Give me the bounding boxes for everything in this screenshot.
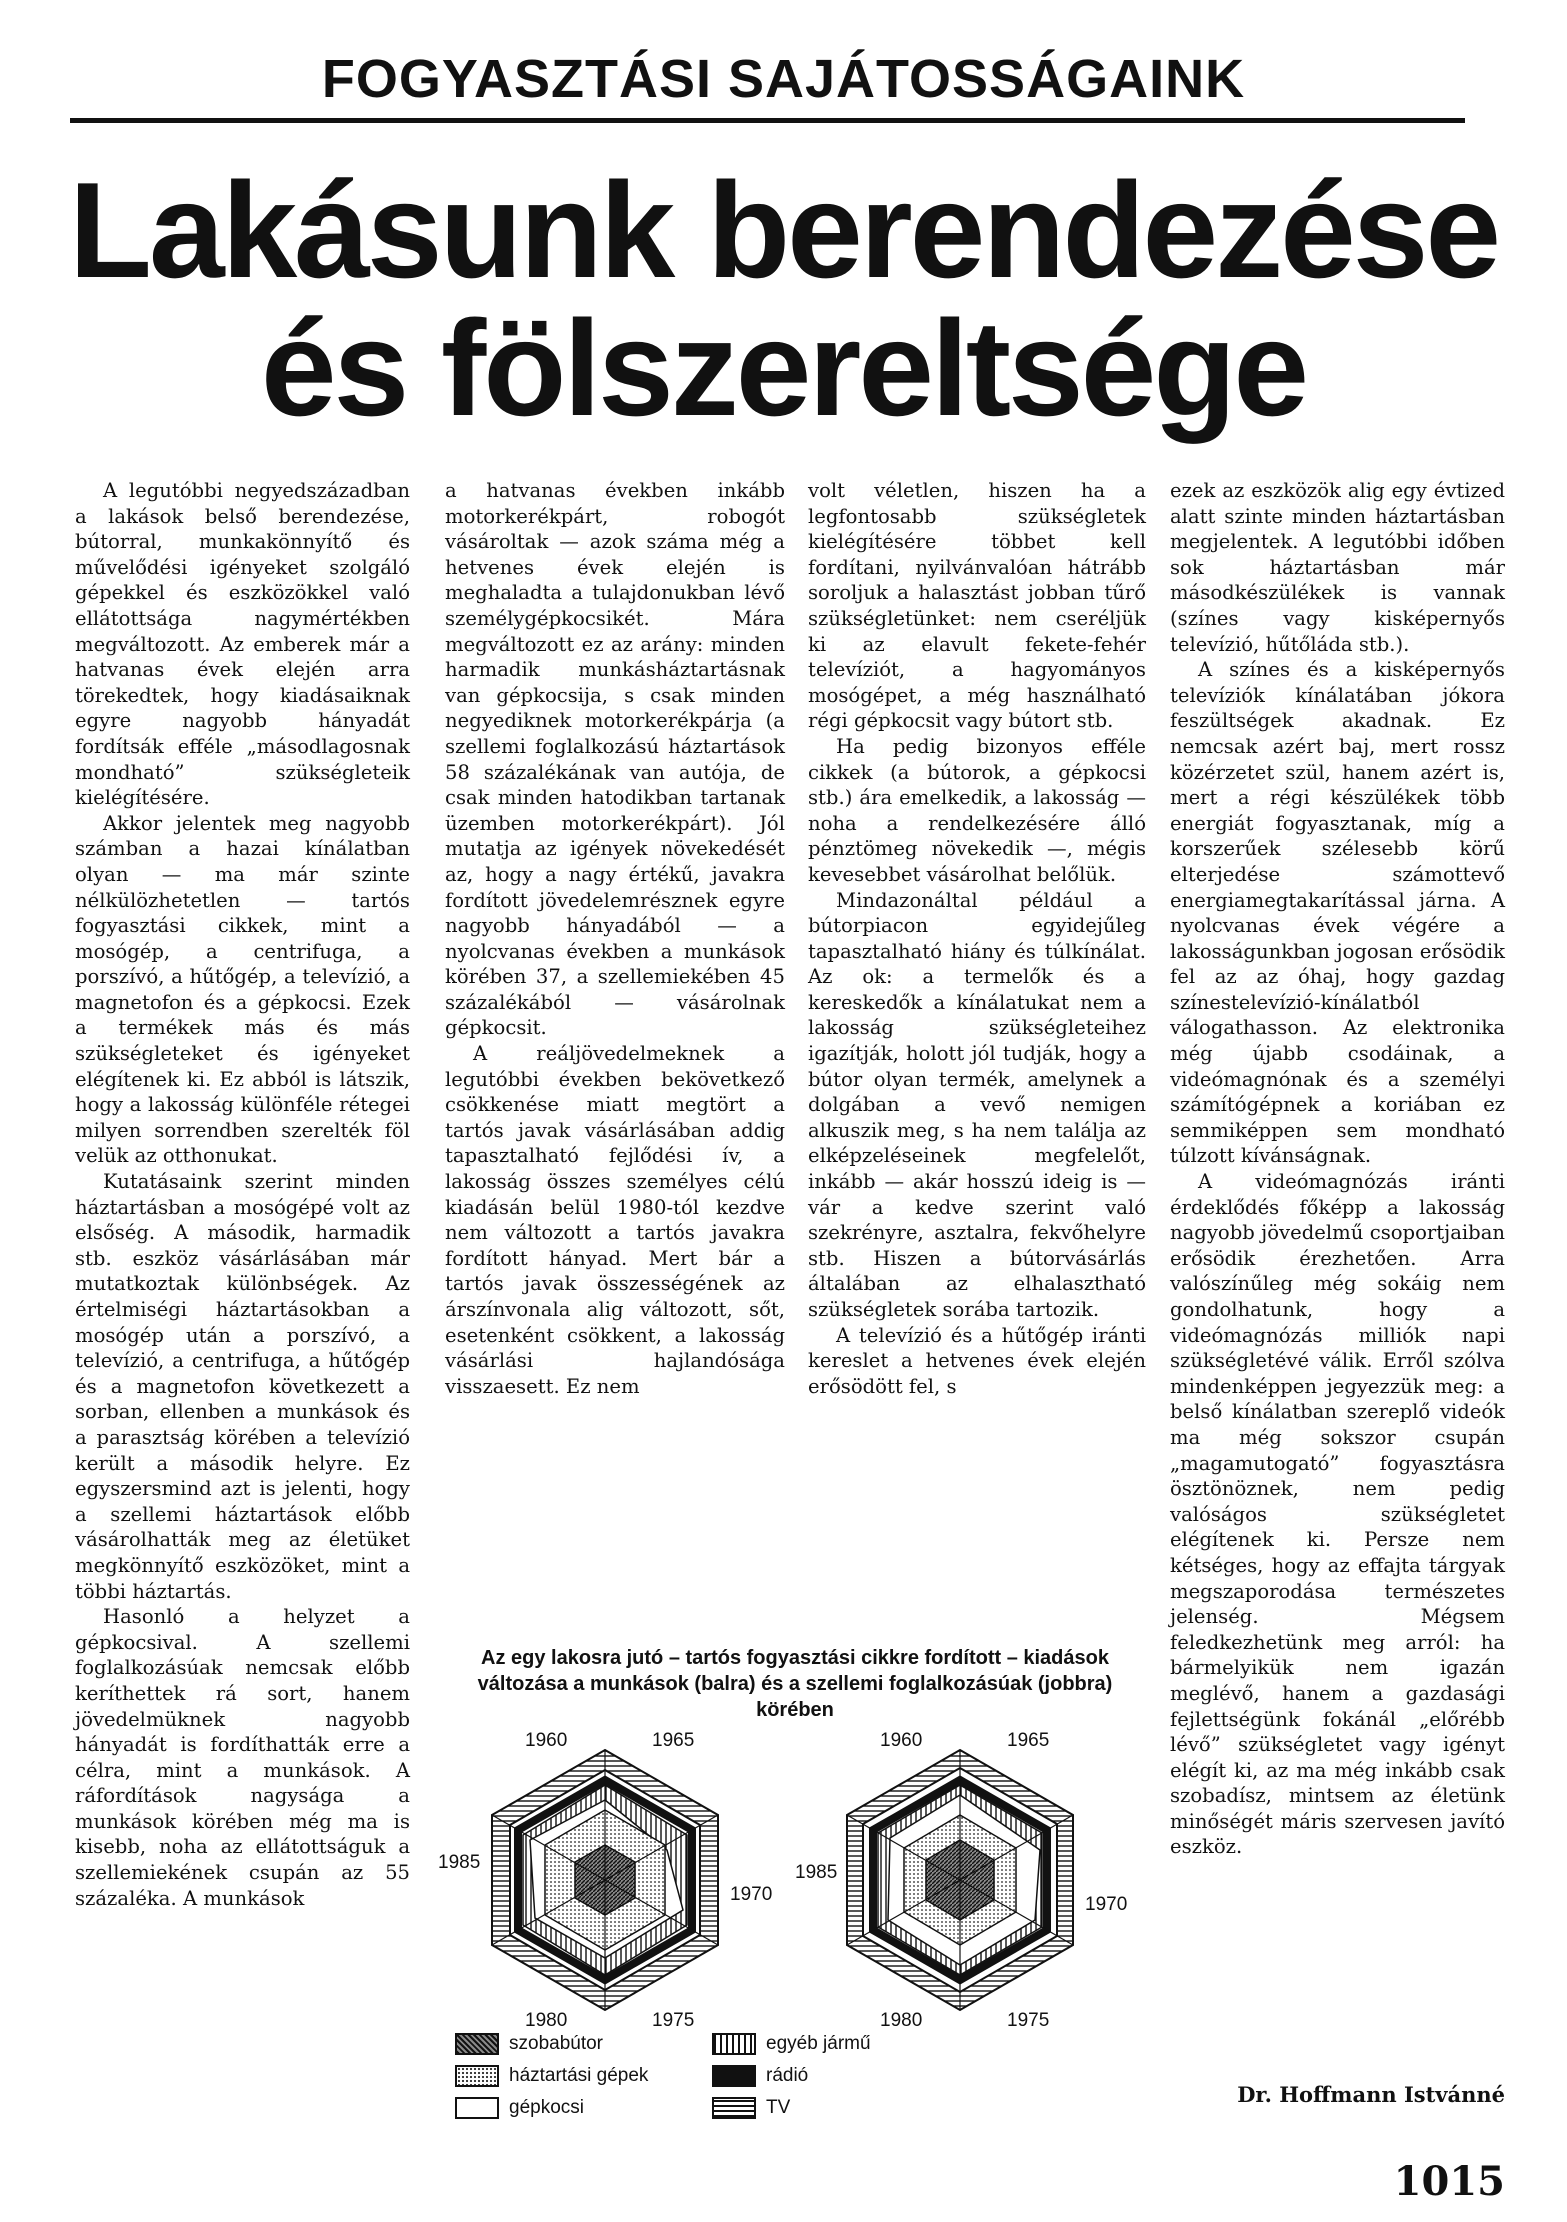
- paragraph: Kutatásaink szerint minden háztartásban a mosógépé volt az elsőség. A második, harmadik stb. eszköz vásárlásában már mutatkoztak különbségek. Az értelmiségi háztartásokban a mosógép után a porszívó, a televízió, a centrifuga, a hűtőgép és a magnetofon következett a sorban, ellenben a munkások és a parasztság körében a televízió került a második helyre. Ez egyszersmind azt is jelenti, hogy a szellemi háztartások előbb vásárolhatták meg az életüket megkönnyítő eszközöket, mint a többi háztartás.: [75, 1170, 410, 1603]
- legend-label: háztartási gépek: [509, 2065, 649, 2086]
- legend-label: TV: [766, 2097, 791, 2118]
- paragraph: volt véletlen, hiszen ha a legfontosabb szükségletek kielégítésére többet kell fordítani, nyilvánvalóan hátrább soroljuk a halasztást jobban tűrő szükségletünket: nem cseréljük ki az elavult fekete-fehér televíziót, a hagyományos mosógépet, a még használható régi gépkocsit vagy bútort stb.: [808, 479, 1146, 733]
- article-column-3: [808, 478, 1146, 1399]
- year-label: 1970: [1085, 1894, 1128, 1915]
- paragraph: Akkor jelentek meg nagyobb számban a hazai kínálatban olyan — ma már szinte nélkülözhetetlen — tartós fogyasztási cikkek, mint a mosógép, a centrifuga, a porszívó, a hűtőgép, a televízió, a magnetofon és a gépkocsi. Ezek a termékek más és más szükségleteket és igényeket elégítenek ki. Ez abból is látszik, hogy a lakosság különféle rétegei milyen sorrendben szerelték föl velük az otthonukat.: [75, 811, 410, 1168]
- paragraph: Mindazonáltal például a bútorpiacon egyidejűleg tapasztalható hiány és túlkínálat. Az ok: a termelők és a kereskedők a kínálatukat nem a lakosság szükségleteihez igazítják, holott jól tudják, hogy a bútor olyan termék, amelynek a dolgában a vevő nemigen alkuszik meg, s ha nem találja az elképzeléseinek megfelelőt, inkább — akár hosszú ideig is — vár a kedve szerint való szekrényre, asztalra, fekvőhelyre stb. Hiszen a bútorvásárlás általában az elhalasztható szükségletek sorába tartozik.: [808, 888, 1146, 1321]
- page-number: 1015: [1393, 2158, 1505, 2205]
- hatch-swatch-icon: [455, 2033, 499, 2055]
- horizontal-lines-swatch-icon: [712, 2097, 756, 2119]
- year-label: 1960: [525, 1730, 568, 1751]
- paragraph: A színes és a kisképernyős televíziók kínálatában jókora feszültségek akadnak. Ez nemcsak azért baj, mert rossz közérzetet szül, hanem azért is, mert a régi készülékek több energiát fogyasztanak, míg a korszerűek szélesebb körű elterjedése számottevő energiamegtakarítással járna. A nyolcvanas évek végére a lakosságunkban jogosan erősödik fel az az óhaj, hogy gazdag színestelevízió-kínálatból válogathasson. Az elektronika még újabb csodáinak, a videómagnónak és a személyi számítógépnek a koriában ez semmiképpen sem mondható túlzott kívánságnak.: [1170, 658, 1505, 1168]
- blank-swatch-icon: [455, 2097, 499, 2119]
- kicker-rule: [70, 118, 1465, 123]
- year-label: 1985: [438, 1852, 481, 1873]
- year-label: 1965: [1007, 1730, 1050, 1751]
- article-column-2: [445, 478, 785, 1399]
- radar-diagrams: [430, 1730, 1140, 2030]
- article-column-4: [1170, 478, 1505, 1860]
- paragraph: A televízió és a hűtőgép iránti kereslet a hetvenes évek elején erősödött fel, s: [808, 1323, 1146, 1398]
- paragraph: a hatvanas években inkább motorkerékpárt, robogót vásároltak — azok száma még a hetvenes évek elején is meghaladta a tulajdonukban lévő személygépkocsikét. Mára megváltozott ez az arány: minden harmadik munkásháztartásnak van gépkocsija, s csak minden negyediknek motorkerékpárja (a szellemi foglalkozású háztartások 58 százalékának van autója, de csak minden hatodikban tartanak üzemben motorkerékpárt). Jól mutatja az igények növekedését az, hogy a nagy értékű, javakra fordított jövedelemrésznek egyre nagyobb hányadából — a nyolcvanas években a munkások körében 37, a szellemiekében 45 százalékából — vásárolnak gépkocsit.: [445, 479, 785, 1040]
- section-kicker: FOGYASZTÁSI SAJÁTOSSÁGAINK: [321, 49, 1246, 109]
- radar-intellectuals: [847, 1750, 1073, 2010]
- legend-egyeb-jarmu: [712, 2033, 871, 2055]
- radar-workers: [492, 1750, 718, 2010]
- legend-haztartasi-gepek: [455, 2065, 648, 2087]
- paragraph: Hasonló a helyzet a gépkocsival. A szellemi foglalkozásúak nemcsak előbb keríthettek rá sort, hanem jövedelmüknek nagyobb hányadát is fordíthatták erre a célra, mint a munkások. A ráfordítások nagysága a munkások körében még ma is kisebb, noha az ellátottságuk a szellemiekének csupán az 55 százaléka. A munkások: [75, 1605, 410, 1910]
- year-label: 1980: [525, 2010, 568, 2030]
- year-label: 1970: [730, 1884, 773, 1905]
- legend-radio: [712, 2065, 808, 2087]
- year-label: 1980: [880, 2010, 923, 2030]
- legend-label: szobabútor: [509, 2033, 604, 2054]
- paragraph: Ha pedig bizonyos efféle cikkek (a bútorok, a gépkocsi stb.) ára emelkedik, a lakosság — noha a rendelkezésére álló pénztömeg növekedik —, mégis kevesebbet vásárolhat belőlük.: [808, 734, 1146, 886]
- headline-line1: Lakásunk berendezése: [68, 154, 1499, 306]
- paragraph: A videómagnózás iránti érdeklődés főképp a lakosság nagyobb jövedelmű csoportjaiban erősödik érezhetően. Arra valószínűleg még sokáig nem gondolhatunk, hogy a videómagnózás milliók napi szükségletévé válik. Erről szólva mindenképpen jegyezzük meg: a belső kínálatban szereplő videók ma még sokszor csupán „magamutogató” fogyasztásra ösztönöznek, nem pedig valóságos szükségletet elégítenek ki. Persze nem kétséges, hogy az effajta tárgyak megszaporodása természetes jelenség. Mégsem feledkezhetünk meg arról: ha bármelyikük nem igazán meglévő, hanem a gazdasági fejlettségünk fokánál „előrébb lévő” szükségletet vagy igényt elégít ki, az ma még inkább csak szobadísz, mintsem az életünk minőségét máris szervesen javító eszköz.: [1170, 1170, 1505, 1859]
- vertical-lines-swatch-icon: [712, 2033, 756, 2055]
- year-label: 1960: [880, 1730, 923, 1751]
- legend-tv: [712, 2097, 790, 2119]
- legend-gepkocsi: [455, 2097, 584, 2119]
- paragraph: ezek az eszközök alig egy évtized alatt szinte minden háztartásban megjelentek. A legutóbbi időben sok háztartásban már másodkészülékek is vannak (színes vagy kisképernyős televízió, hűtőláda stb.).: [1170, 479, 1505, 656]
- year-label: 1985: [795, 1862, 838, 1883]
- year-label: 1965: [652, 1730, 695, 1751]
- year-label: 1975: [1007, 2010, 1050, 2030]
- article-column-1: [75, 478, 410, 1911]
- year-label: 1975: [652, 2010, 695, 2030]
- legend-label: gépkocsi: [509, 2097, 584, 2118]
- paragraph: A legutóbbi negyedszázadban a lakások belső berendezése, bútorral, munkakönnyítő és művelődési igényeket szolgáló gépekkel és eszközökkel való ellátottsága nagymértékben megváltozott. Az emberek már a hatvanas évek elején arra törekedtek, hogy kiadásaiknak egyre nagyobb hányadát fordítsák efféle „másodlagosnak mondható” szükségleteik kielégítésére.: [75, 479, 410, 810]
- headline-line2: és fölszereltsége: [260, 292, 1307, 444]
- chart-caption: Az egy lakosra jutó – tartós fogyasztási cikkre fordított – kiadások változása a munkások (balra) és a szellemi foglalkozásúak (jobbra) körében: [477, 1647, 1113, 1721]
- legend-label: rádió: [766, 2065, 809, 2086]
- author-byline: Dr. Hoffmann Istvánné: [1237, 2082, 1505, 2107]
- solid-swatch-icon: [712, 2065, 756, 2087]
- dots-swatch-icon: [455, 2065, 499, 2087]
- legend-szobabutor: [455, 2033, 603, 2055]
- paragraph: A reáljövedelmeknek a legutóbbi években bekövetkező csökkenése miatt megtört a tartós javak vásárlásában addig tapasztalható fejlődési ív, a lakosság összes személyes célú kiadásán belül 1980-tól kezdve nem változott a tartós javakra fordított hányad. Mert bár a tartós javak összességének az árszínvonala alig változott, sőt, esetenként csökkent, a lakosság vásárlási hajlandósága visszaesett. Ez nem: [445, 1042, 785, 1398]
- legend-label: egyéb jármű: [766, 2033, 871, 2054]
